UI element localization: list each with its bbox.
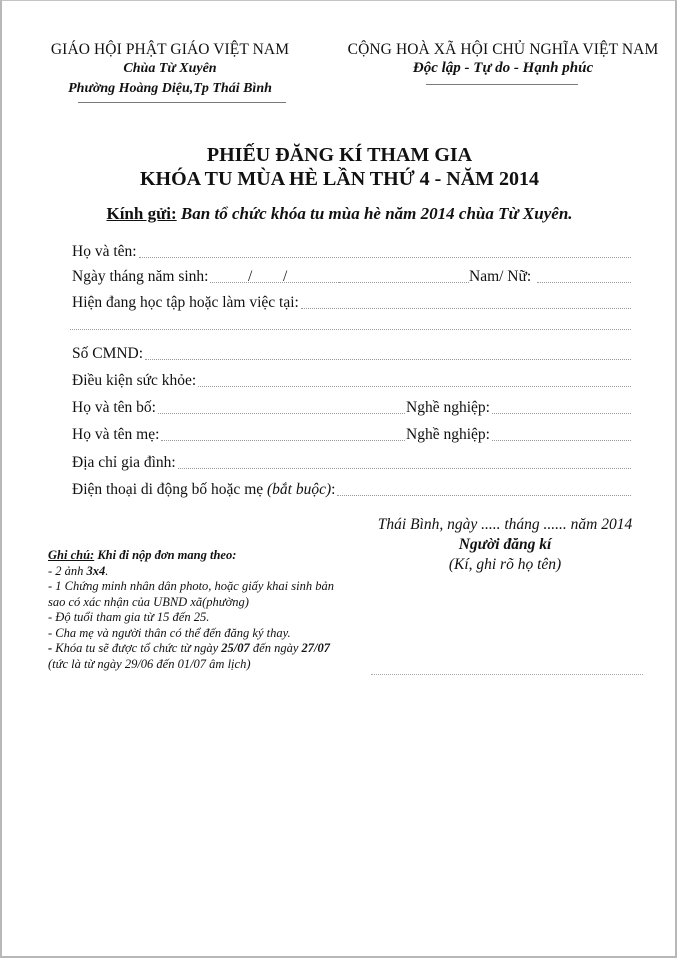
note-item-proxy: - Cha mẹ và người thân có thể đến đăng ký thay. [48, 625, 291, 640]
note-item-photos-prefix: - 2 ảnh [48, 563, 87, 578]
note-item-photos [48, 564, 348, 580]
father-job-label: Nghề nghiệp: [406, 399, 490, 416]
note-item-dates-prefix: Khóa tu sẽ được tổ chức từ ngày [52, 641, 222, 655]
mother-name-row [72, 423, 405, 445]
address-row [72, 451, 631, 473]
mother-name-field[interactable] [161, 439, 405, 441]
full-name-label: Họ và tên: [72, 243, 137, 260]
phone-label [72, 480, 335, 500]
signature-instruction: (Kí, ghi rõ họ tên) [448, 556, 562, 573]
father-job-field[interactable] [492, 412, 631, 414]
header-right [338, 40, 668, 78]
id-number-row [72, 342, 631, 364]
header-left [20, 40, 320, 99]
mother-job-label: Nghề nghiệp: [406, 426, 490, 443]
form-title-line1: PHIẾU ĐĂNG KÍ THAM GIA [206, 144, 473, 166]
organization-name: GIÁO HỘI PHẬT GIÁO VIỆT NAM [50, 41, 290, 58]
temple-address: Phường Hoàng Diệu,Tp Thái Bình [68, 81, 272, 96]
phone-required-note: (bắt buộc) [267, 481, 332, 498]
father-name-label: Họ và tên bố: [72, 399, 156, 416]
dob-field-extension [339, 282, 469, 283]
signature-block [350, 515, 660, 575]
gender-label: Nam/ Nữ: [469, 268, 532, 285]
notes-heading [48, 548, 348, 564]
father-name-row [72, 396, 405, 418]
notes-heading-text: Khi đi nộp đơn mang theo: [94, 548, 237, 562]
note-item-id: - 1 Chứng minh nhân dân photo, hoặc giấy khai sinh bản sao có xác nhận của UBND xã(phường) [48, 579, 334, 609]
gender-field[interactable] [537, 282, 631, 283]
dob-field[interactable] [210, 281, 339, 283]
note-item-dates-suffix: (tức là từ ngày 29/06 đến 01/07 âm lịch) [48, 656, 251, 671]
phone-row [72, 478, 631, 500]
phone-label-colon: : [331, 481, 336, 498]
header-right-underline [426, 84, 578, 85]
workplace-label: Hiện đang học tập hoặc làm việc tại: [72, 294, 299, 311]
full-name-row [72, 240, 631, 262]
workplace-field[interactable] [301, 307, 631, 309]
father-name-field[interactable] [158, 412, 405, 414]
dob-separator-1: / [248, 268, 253, 285]
health-row [72, 369, 631, 391]
id-number-label: Số CMND: [72, 345, 144, 362]
mother-name-label: Họ và tên mẹ: [72, 426, 160, 443]
dob-separator-2: / [283, 268, 288, 285]
notes-block [48, 548, 348, 672]
mother-job-field[interactable] [492, 439, 631, 441]
signer-role: Người đăng kí [458, 536, 552, 553]
phone-field[interactable] [337, 494, 631, 496]
place-date-line: Thái Bình, ngày ..... tháng ...... năm 2014 [377, 516, 633, 533]
temple-name: Chùa Từ Xuyên [123, 61, 217, 76]
health-field[interactable] [198, 385, 631, 387]
note-item-dates [48, 641, 348, 672]
phone-label-text: Điện thoại di động bố hoặc mẹ [72, 481, 267, 498]
note-item-age: - Độ tuổi tham gia từ 15 đến 25. [48, 610, 210, 624]
note-item-dates-start: 25/07 [221, 641, 250, 655]
addressee [0, 203, 679, 225]
workplace-field-line2[interactable] [70, 329, 631, 330]
header-left-underline [78, 102, 286, 103]
workplace-row [72, 291, 631, 313]
id-number-field[interactable] [145, 358, 631, 360]
dob-label: Ngày tháng năm sinh: [72, 268, 209, 285]
note-item-dates-end: 27/07 [301, 641, 330, 655]
dob-row [72, 265, 339, 287]
note-item-dates-mid: đến ngày [249, 641, 302, 655]
national-motto: Độc lập - Tự do - Hạnh phúc [412, 60, 594, 76]
country-name: CỘNG HOÀ XÃ HỘI CHỦ NGHĨA VIỆT NAM [347, 41, 659, 58]
mother-job-row [406, 423, 631, 445]
full-name-field[interactable] [139, 256, 631, 258]
address-field[interactable] [178, 467, 631, 469]
signature-field[interactable] [371, 674, 643, 675]
notes-heading-label: Ghi chú: [48, 548, 95, 562]
note-item-photos-size: 3x4 [86, 563, 106, 578]
health-label: Điều kiện sức khỏe: [72, 372, 197, 389]
father-job-row [406, 396, 631, 418]
note-item-photos-suffix: . [105, 563, 109, 578]
addressee-label: Kính gửi: [106, 204, 177, 223]
addressee-text: Ban tổ chức khóa tu mùa hè năm 2014 chùa Từ Xuyên. [176, 204, 573, 223]
address-label: Địa chỉ gia đình: [72, 454, 176, 471]
note-item-dates-dash: - [48, 641, 53, 655]
form-title-line2: KHÓA TU MÙA HÈ LẦN THỨ 4 - NĂM 2014 [139, 168, 540, 190]
